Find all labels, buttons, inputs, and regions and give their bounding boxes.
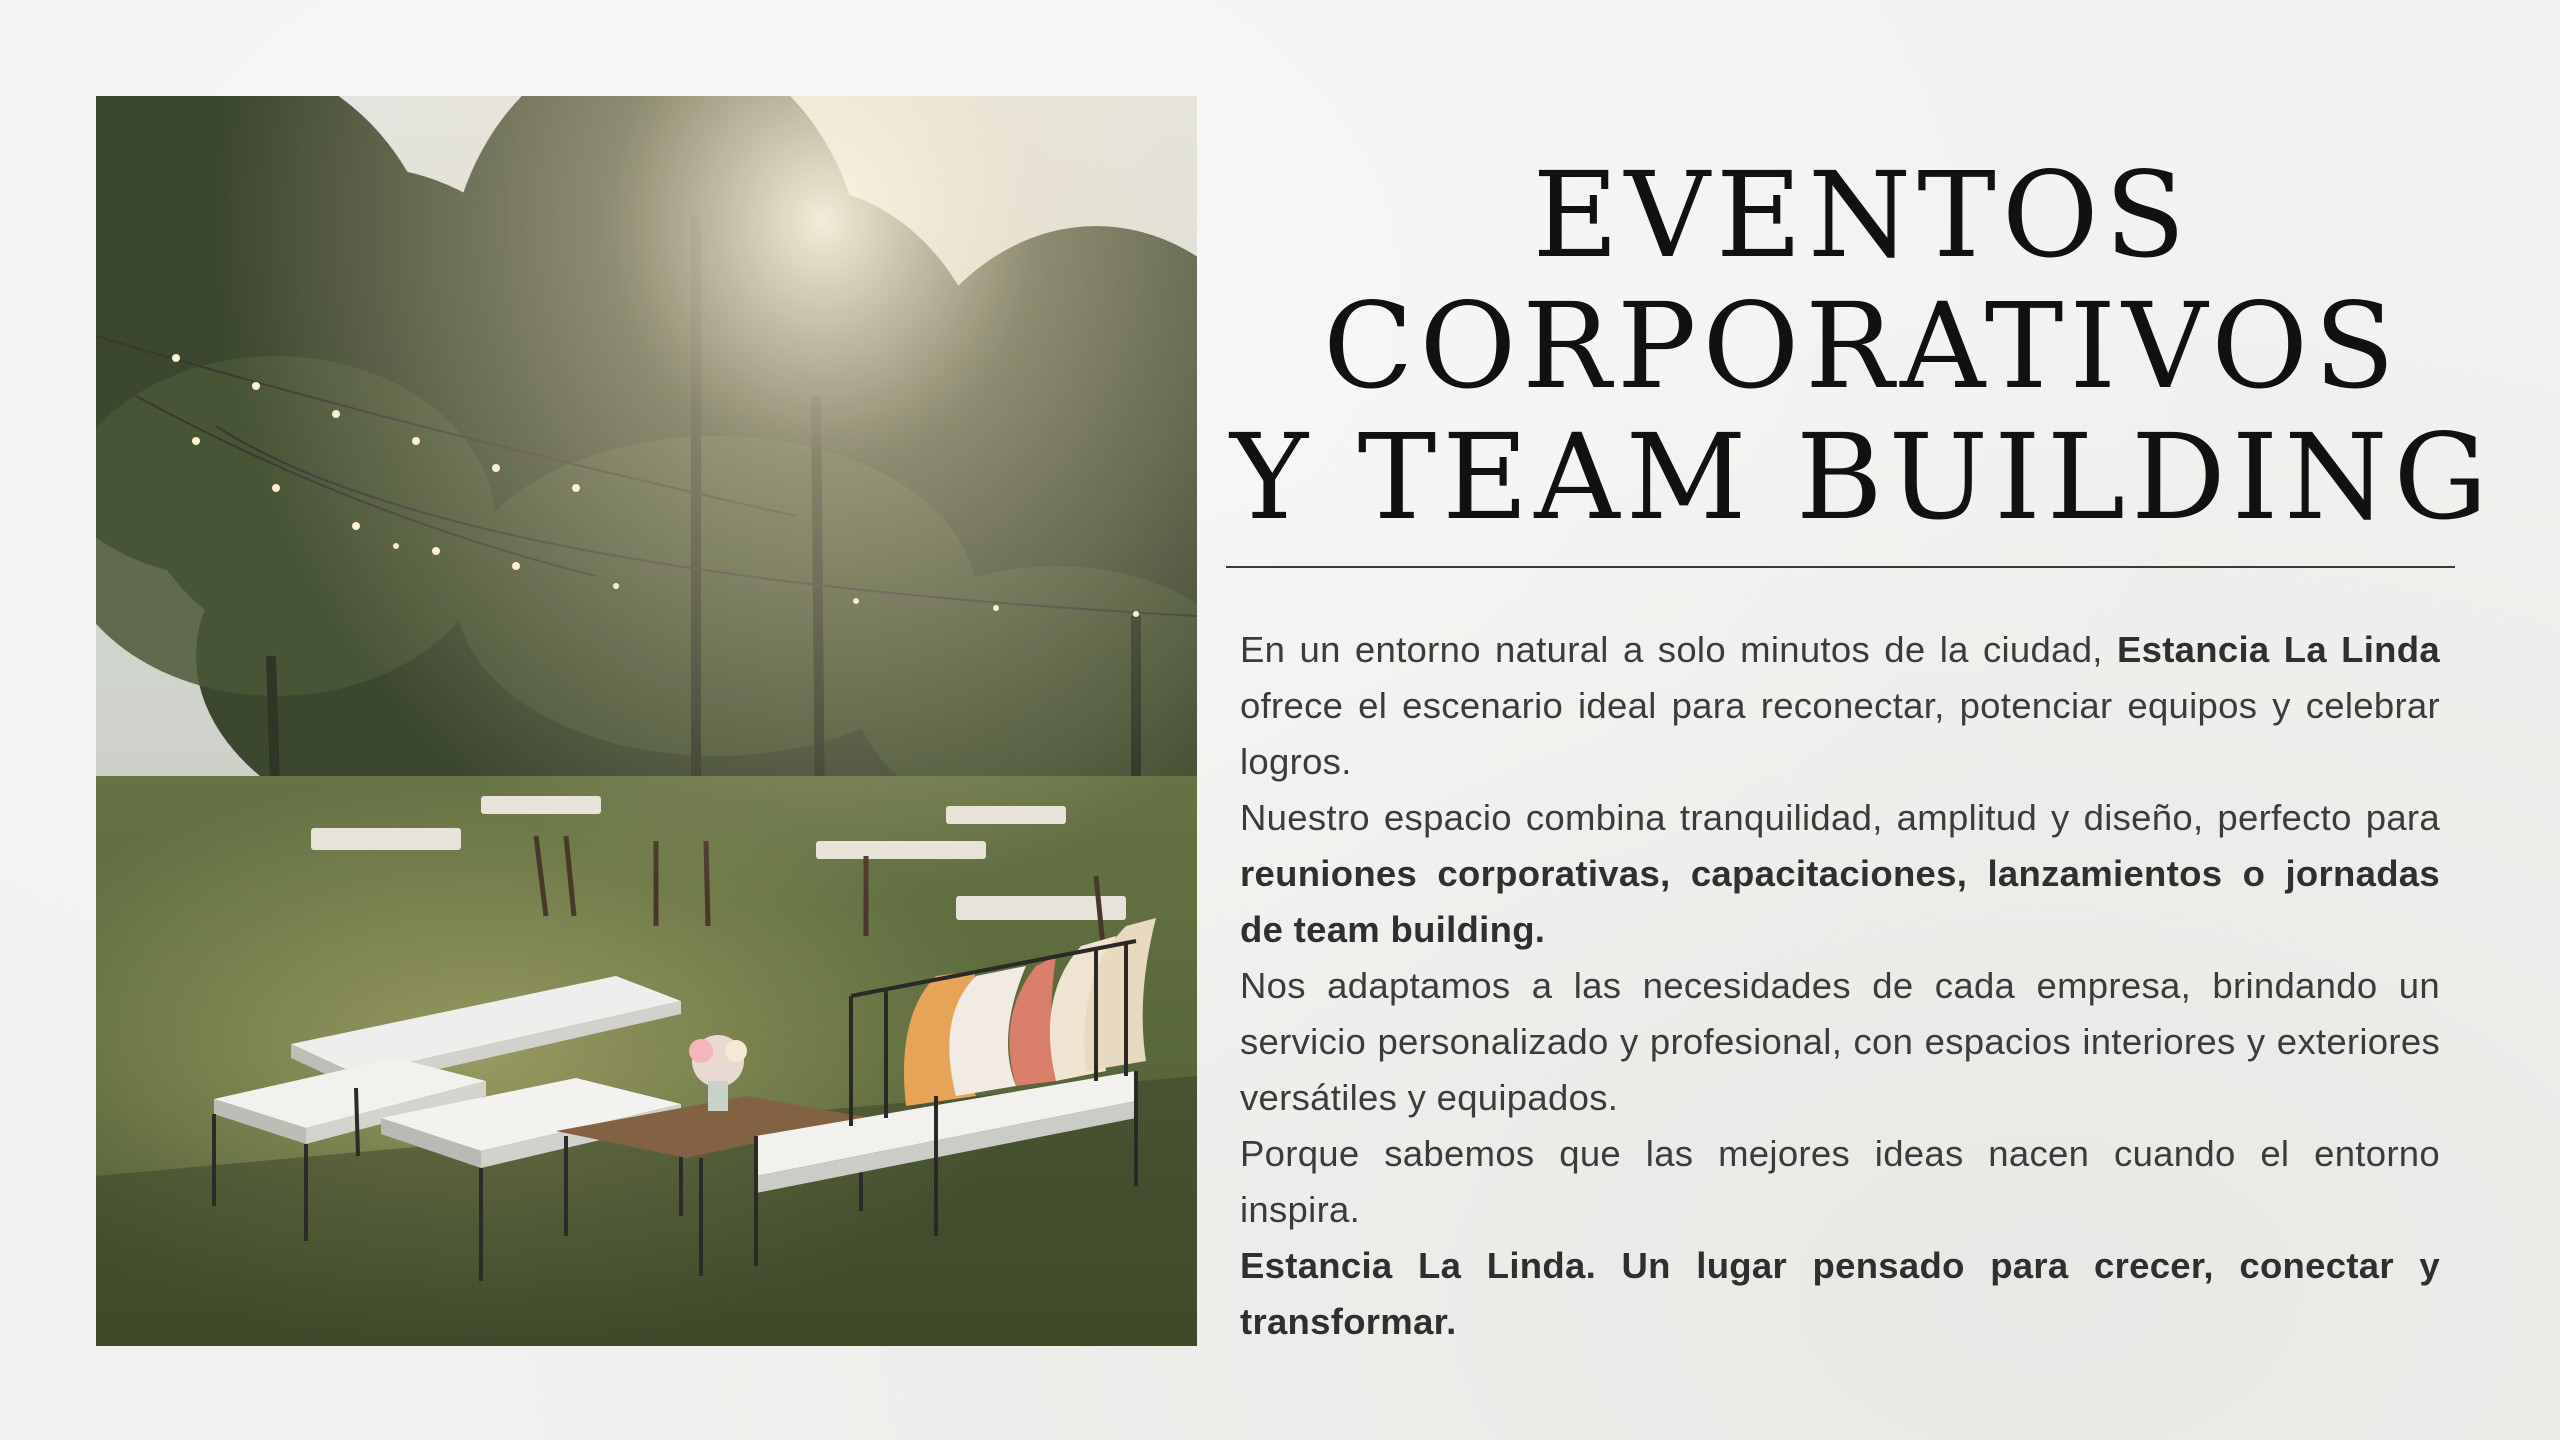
paragraph-intro-text: En un entorno natural a solo minutos de la ciudad, — [1240, 629, 2117, 670]
brand-name: Estancia La Linda — [2116, 629, 2440, 670]
page-title — [1226, 146, 2498, 546]
paragraph-intro-text-end: ofrece el escenario ideal para reconectar, potenciar equipos y celebrar logros. — [1240, 685, 2440, 782]
event-garden-photo — [96, 96, 1197, 1346]
event-types: reuniones corporativas, capacitaciones, lanzamientos o jornadas de team building. — [1240, 853, 2440, 950]
title-line-3: Y TEAM BUILDING — [1230, 408, 2494, 546]
paragraph-closing — [1240, 1238, 2440, 1350]
paragraph-intro — [1240, 622, 2440, 790]
closing-statement: Estancia La Linda. Un lugar pensado para crecer, conectar y transformar. — [1240, 1245, 2440, 1342]
title-divider — [1226, 566, 2455, 568]
garden-lounge-image — [96, 96, 1197, 1346]
paragraph-inspire: Porque sabemos que las mejores ideas nacen cuando el entorno inspira. — [1240, 1133, 2440, 1230]
description-text — [1240, 622, 2440, 1350]
paragraph-space-text: Nuestro espacio combina tranquilidad, amplitud y diseño, perfecto para — [1240, 797, 2440, 838]
title-line-2: CORPORATIVOS — [1323, 277, 2401, 415]
paragraph-service: Nos adaptamos a las necesidades de cada empresa, brindando un servicio personalizado y profesional, con espacios interiores y exteriores versátiles y equipados. — [1240, 965, 2440, 1118]
title-line-1: EVENTOS — [1532, 146, 2192, 284]
paragraph-space — [1240, 790, 2440, 958]
